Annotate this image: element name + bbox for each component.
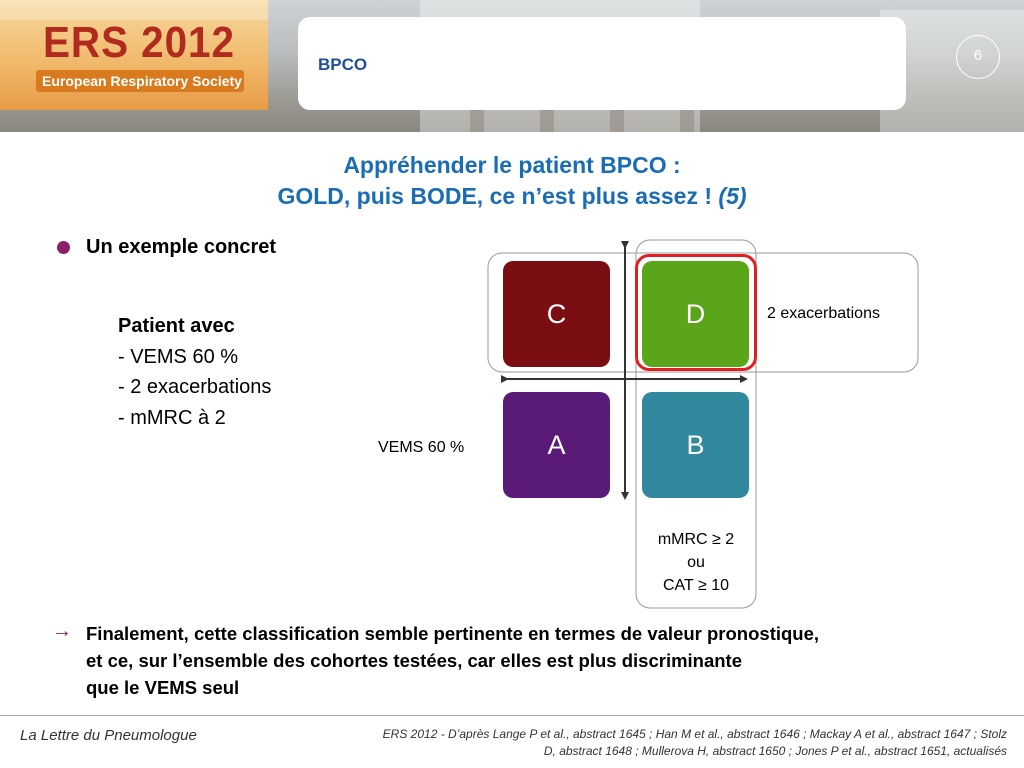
quadrant-d-highlight (635, 254, 757, 371)
arrow-icon: → (52, 620, 72, 642)
mmrc-cat-label: mMRC ≥ 2 ou CAT ≥ 10 (657, 531, 735, 594)
quadrant-b-box: B (642, 392, 749, 498)
quadrant-a-box: A (503, 392, 610, 498)
slide-title-ref: (5) (718, 183, 747, 209)
page-number-badge: 6 (956, 35, 1000, 79)
slide-title-line1: Appréhender le patient BPCO : (343, 152, 681, 178)
footer-journal: La Lettre du Pneumologue (20, 727, 197, 744)
conclusion-text: Finalement, cette classification semble pertinente en termes de valeur pronostique, et ce, sur l’ensemble des cohortes testées, car elles est plus discriminante que le VEMS seul (86, 623, 820, 698)
section-label: BPCO (318, 55, 368, 74)
vems-label: VEMS 60 % (378, 439, 465, 456)
quadrant-c-box: C (503, 261, 610, 367)
bullet-text: Un exemple concret (86, 236, 277, 258)
patient-heading: Patient avec (118, 315, 235, 337)
footer-divider (0, 715, 1024, 716)
quadrant-d-box: D (642, 261, 749, 367)
exacerbations-label: 2 exacerbations (767, 305, 880, 322)
patient-item: - 2 exacerbations (118, 376, 272, 398)
patient-item: - VEMS 60 % (118, 345, 239, 368)
logo-subtitle: European Respiratory Society (36, 70, 244, 92)
slide-title-line2: GOLD, puis BODE, ce n’est plus assez ! (5) (277, 183, 747, 209)
footer-reference: ERS 2012 - D’après Lange P et al., abstract 1645 ; Han M et al., abstract 1646 ; Mackay A et al., abstract 1647 ; Stolz D, abstract 1648 ; Mullerova H, abstract 1650 ; Jones P et al., abstract 1651, actualisés (382, 727, 1007, 758)
patient-item: - mMRC à 2 (118, 406, 226, 429)
logo-title: ERS 2012 (43, 18, 235, 67)
